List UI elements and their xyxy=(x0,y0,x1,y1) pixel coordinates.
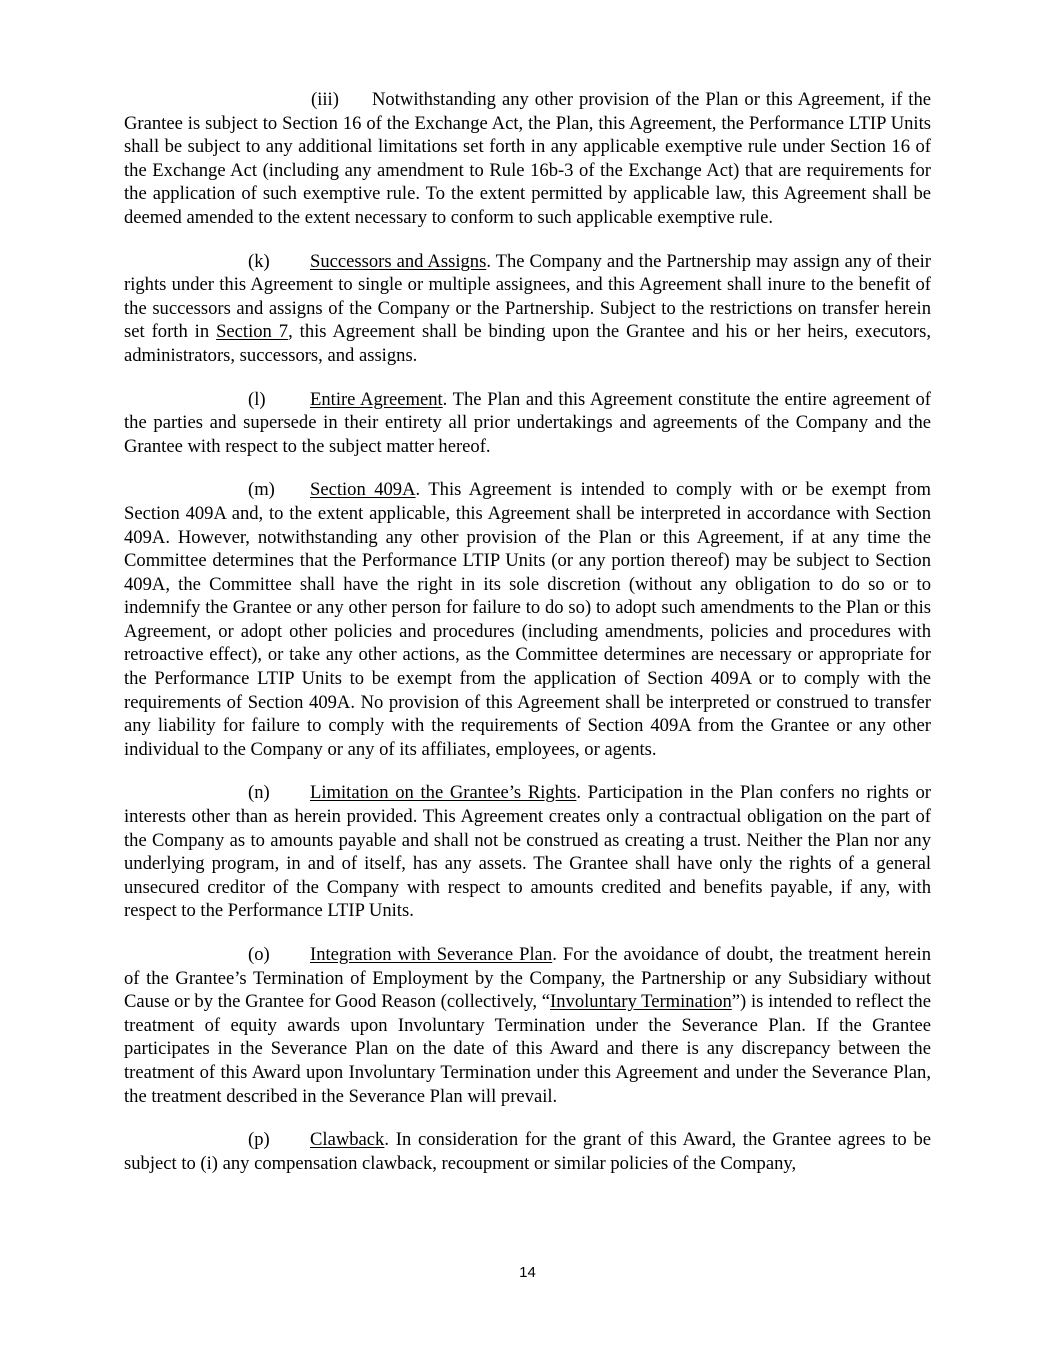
paragraph-text: . The Plan and this Agreement constitute the entire agreement of the parties and supersede in their entirety all prior undertakings and agreements of the Company and the Grantee with respect to the subject matter hereof. xyxy=(124,388,931,457)
paragraph-m xyxy=(124,478,931,761)
section-reference: Section 7 xyxy=(216,321,289,343)
paragraph-p xyxy=(124,1128,931,1175)
paragraph-label: (iii) xyxy=(311,89,339,110)
paragraph-label: (l) xyxy=(248,388,266,410)
paragraph-label: (o) xyxy=(248,944,270,965)
section-heading: Clawback xyxy=(310,1129,385,1151)
paragraph-text: ”) is intended to reflect the treatment of equity awards upon Involuntary Termination under the Severance Plan. If the Grantee participates in the Severance Plan on the date of this Award and there is any discrepancy between the treatment of this Award upon Involuntary Termination under this Agreement and under the Severance Plan, the treatment described in the Severance Plan will prevail. xyxy=(124,991,931,1107)
paragraph-n xyxy=(124,781,931,923)
section-heading: Entire Agreement xyxy=(310,388,443,410)
paragraph-label: (n) xyxy=(248,782,270,804)
defined-term: Involuntary Termination xyxy=(550,991,732,1013)
paragraph-text: . In consideration for the grant of this Award, the Grantee agrees to be subject to (i) any compensation clawback, recoupment or similar policies of the Company, xyxy=(124,1129,931,1174)
section-heading: Limitation on the Grantee’s Rights xyxy=(310,782,577,804)
section-heading: Integration with Severance Plan xyxy=(310,944,553,965)
paragraph-text: Notwithstanding any other provision of the Plan or this Agreement, if the Grantee is subject to Section 16 of the Exchange Act, the Plan, this Agreement, the Performance LTIP Units shall be subject to any additional limitations set forth in any applicable exemptive rule under Section 16 of the Exchange Act (including any amendment to Rule 16b-3 of the Exchange Act) that are requirements for the application of such exemptive rule. To the extent permitted by applicable law, this Agreement shall be deemed amended to the extent necessary to conform to such applicable exemptive rule. xyxy=(124,89,931,228)
document-body xyxy=(124,88,931,1195)
paragraph-text: . Participation in the Plan confers no rights or interests other than as herein provided. This Agreement creates only a contractual obligation on the part of the Company as to amounts payable and shall not be construed as creating a trust. Neither the Plan nor any underlying program, in and of itself, has any assets. The Grantee shall have only the rights of a general unsecured creditor of the Company with respect to amounts credited and benefits payable, if any, with respect to the Performance LTIP Units. xyxy=(124,782,931,922)
paragraph-iii xyxy=(124,88,931,230)
section-heading: Successors and Assigns xyxy=(310,250,487,272)
section-heading: Section 409A xyxy=(310,479,416,501)
paragraph-k xyxy=(124,250,931,368)
page-number: 14 xyxy=(519,1264,536,1281)
paragraph-text: . This Agreement is intended to comply with or be exempt from Section 409A and, to the extent applicable, this Agreement shall be interpreted in accordance with Section 409A. However, notwithstanding any other provision of the Plan or this Agreement, if at any time the Committee determines that the Performance LTIP Units (or any portion thereof) may be subject to Section 409A, the Committee shall have the right in its sole discretion (without any obligation to do so or to indemnify the Grantee or any other person for failure to do so) to adopt such amendments to the Plan or this Agreement, or adopt other policies and procedures (including amendments, policies and procedures with retroactive effect), or take any other actions, as the Committee determines are necessary or appropriate for the Performance LTIP Units to be exempt from the application of Section 409A or to comply with the requirements of Section 409A. No provision of this Agreement shall be interpreted or construed to transfer any liability for failure to comply with the requirements of Section 409A from the Grantee or any other individual to the Company or any of its affiliates, employees, or agents. xyxy=(124,479,931,760)
paragraph-text: , this Agreement shall be binding upon the Grantee and his or her heirs, executors, administrators, successors, and assigns. xyxy=(124,321,931,366)
paragraph-o xyxy=(124,943,931,1108)
paragraph-label: (m) xyxy=(248,479,275,501)
paragraph-text: . For the avoidance of doubt, the treatment herein of the Grantee’s Termination of Employment by the Company, the Partnership or any Subsidiary without Cause or by the Grantee for Good Reason (collectively, “ xyxy=(124,944,931,1013)
paragraph-text: . The Company and the Partnership may assign any of their rights under this Agreement to single or multiple assignees, and this Agreement shall inure to the benefit of the successors and assigns of the Company or the Partnership. Subject to the restrictions on transfer herein set forth in xyxy=(124,250,931,343)
paragraph-label: (p) xyxy=(248,1129,270,1151)
paragraph-label: (k) xyxy=(248,250,270,272)
paragraph-l xyxy=(124,388,931,459)
